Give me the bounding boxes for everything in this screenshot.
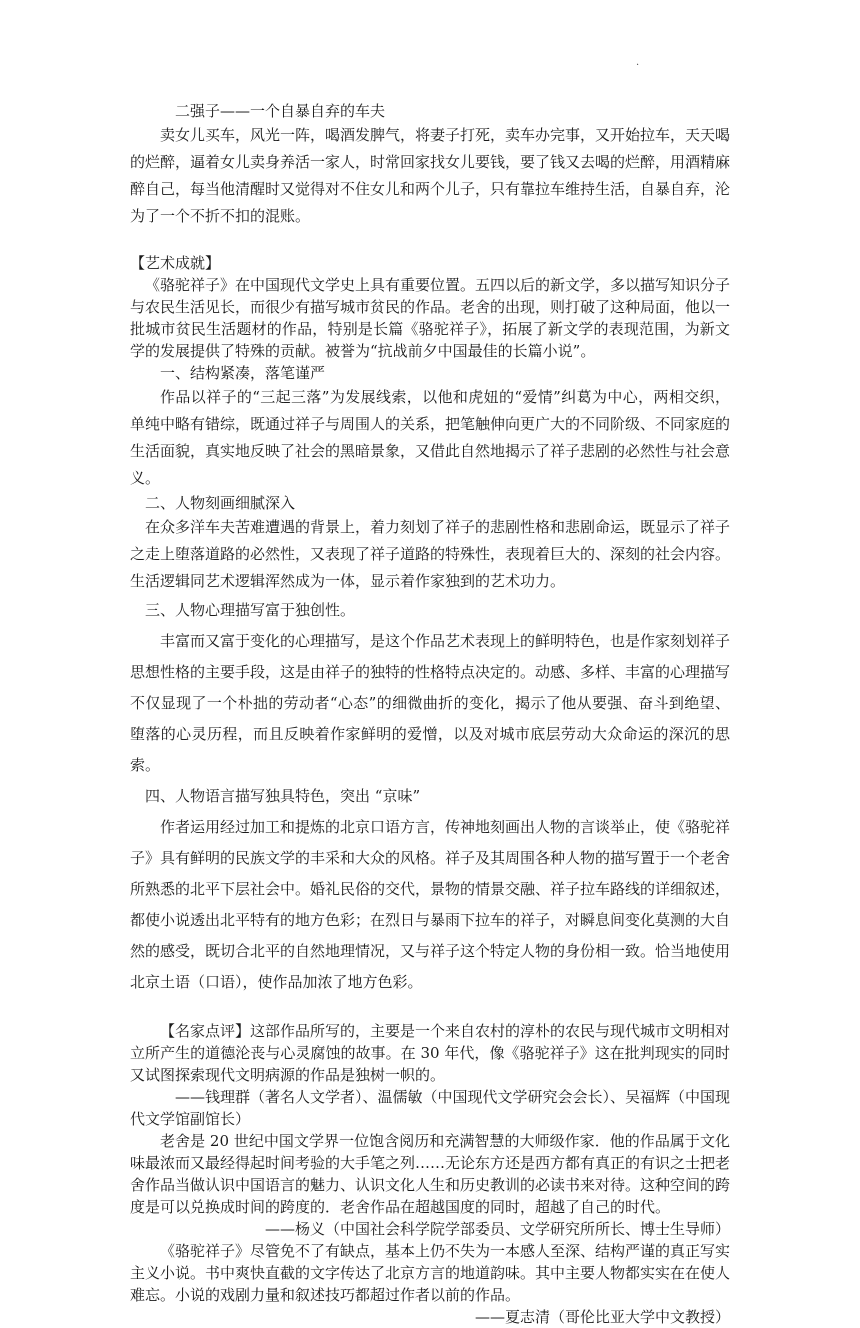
art-intro: 《骆驼祥子》在中国现代文学史上具有重要位置。五四以后的新文学，多以描写知识分子与农民生活见长，而很少有描写城市贫民的作品。老舍的出现，则打破了这种局面，他以一批城市贫民生活题材的作品，特别是长篇《骆驼祥子》，拓展了新文学的表现范围，为新文学的发展提供了特殊的贡献。被誉为“抗战前夕中国最佳的长篇小说”。	[130, 276, 731, 360]
document-page	[130, 100, 730, 1328]
section-4-heading: 四、人物语言描写独具特色，突出 “京味”	[145, 787, 421, 805]
section-1-text: 作品以祥子的“三起三落”为发展线索，以他和虎妞的“爱情”纠葛为中心，两相交织，单纯中略有错综，既通过祥子与周围人的关系，把笔触伸向更广大的不同阶级、不同家庭的生活面貌，真实地反映了社会的黑暗景象，又借此自然地揭示了祥子悲剧的必然性与社会意义。	[130, 388, 731, 487]
section-2-heading: 二、人物刻画细腻深入	[145, 494, 296, 512]
section-1-heading: 一、结构紧凑，落笔谨严	[160, 364, 326, 382]
section-2-text: 在众多洋车夫苦难遭遇的背景上，着力刻划了祥子的悲剧性格和悲剧命运，既显示了祥子之走上堕落道路的必然性，又表现了祥子道路的特殊性，表现着巨大的、深刻的社会内容。生活逻辑同艺术逻辑浑然成为一体，显示着作家独到的艺术功力。	[130, 518, 731, 590]
section-3-text: 丰富而又富于变化的心理描写，是这个作品艺术表现上的鲜明特色，也是作家刻划祥子思想性格的主要手段，这是由祥子的独特的性格特点决定的。动感、多样、丰富的心理描写不仅显现了一个朴拙的劳动者“心态”的细微曲折的变化，揭示了他从要强、奋斗到绝望、堕落的心灵历程，而且反映着作家鲜明的爱憎，以及对城市底层劳动大众命运的深沉的思索。	[130, 632, 731, 774]
comment-1-text: 【名家点评】这部作品所写的，主要是一个来自农村的淳朴的农民与现代城市文明相对立所产生的道德沦丧与心灵腐蚀的故事。在 30 年代，像《骆驼祥子》这在批判现实的同时又试图探索现代文明病源的作品是独树一帜的。	[130, 1022, 731, 1084]
comment-2-source: ——杨义（中国社会科学院学部委员、文学研究所所长、博士生导师）	[264, 1220, 730, 1238]
corner-mark: ·	[636, 60, 640, 71]
art-heading: 【艺术成就】	[130, 254, 221, 272]
comment-3-source: ——夏志清（哥伦比亚大学中文教授）	[474, 1308, 730, 1326]
comment-1-source: ——钱理群（著名人文学者）、温儒敏（中国现代文学研究会会长）、吴福辉（中国现代文学馆副馆长）	[130, 1088, 731, 1128]
comment-3-text: 《骆驼祥子》尽管免不了有缺点，基本上仍不失为一本感人至深、结构严谨的真正写实主义小说。书中爽快直截的文字传达了北京方言的地道韵味。其中主要人物都实实在在使人难忘。小说的戏剧力量和叙述技巧都超过作者以前的作品。	[130, 1242, 731, 1304]
section-4-text: 作者运用经过加工和提炼的北京口语方言，传神地刻画出人物的言谈举止，使《骆驼祥子》具有鲜明的民族文学的丰采和大众的风格。祥子及其周围各种人物的描写置于一个老舍所熟悉的北平下层社会中。婚礼民俗的交代，景物的情景交融、祥子拉车路线的详细叙述，都使小说透出北平特有的地方色彩；在烈日与暴雨下拉车的祥子，对瞬息间变化莫测的大自然的感受，既切合北平的自然地理情况，又与祥子这个特定人物的身份相一致。恰当地使用北京土语（口语），使作品加浓了地方色彩。	[130, 818, 731, 991]
er-qiangzi-text: 卖女儿买车，风光一阵，喝酒发脾气，将妻子打死，卖车办完事，又开始拉车，天天喝的烂醉，逼着女儿卖身养活一家人，时常回家找女儿要钱，要了钱又去喝的烂醉，用酒精麻醉自己，每当他清醒时又觉得对不住女儿和两个儿子，只有靠拉车维持生活，自暴自弃，沦为了一个不折不扣的混账。	[130, 126, 731, 225]
comment-2-text: 老舍是 20 世纪中国文学界一位饱含阅历和充满智慧的大师级作家．他的作品属于文化味最浓而又最经得起时间考验的大手笔之列……无论东方还是西方都有真正的有识之士把老舍作品当做认识中国语言的魅力、认识文化人生和历史教训的必读书来对待。这种空间的跨度是可以兑换成时间的跨度的．老舍作品在超越国度的同时，超越了自己的时代。	[130, 1132, 731, 1216]
section-3-heading: 三、人物心理描写富于独创性。	[145, 601, 356, 619]
er-qiangzi-heading: 二强子——一个自暴自弃的车夫	[175, 102, 386, 120]
